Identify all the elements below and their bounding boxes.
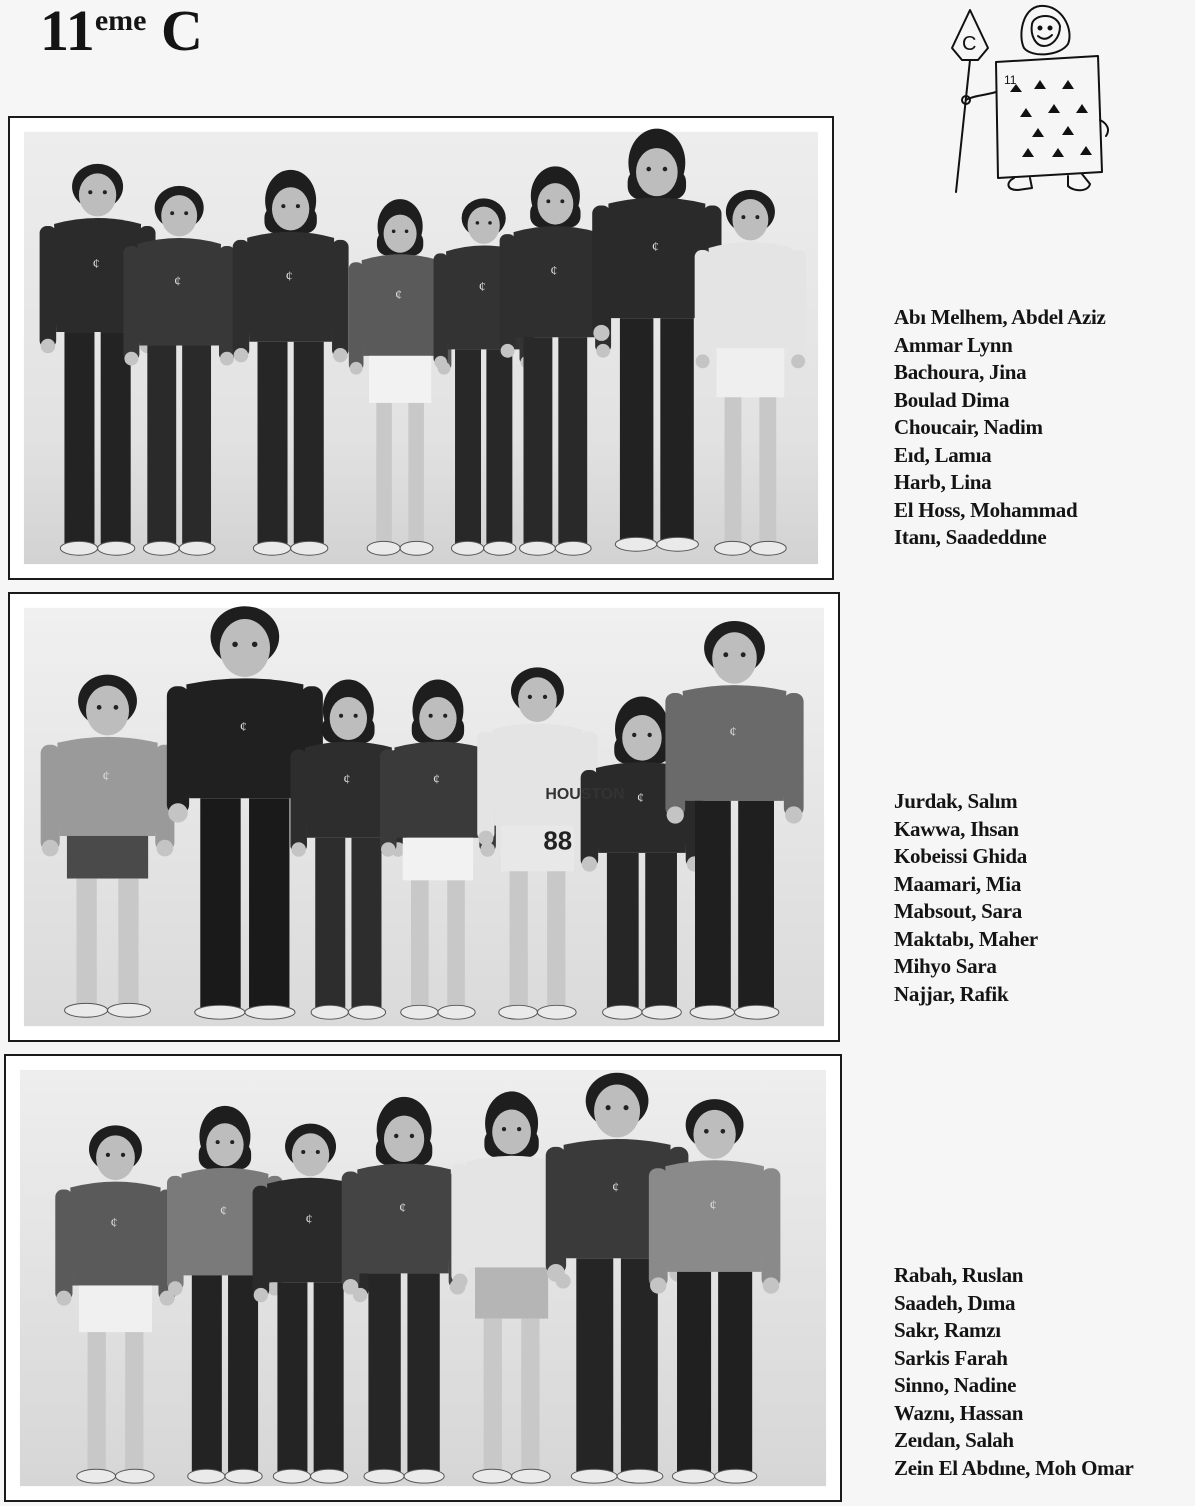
student-name: Zeıdan, Salah [894,1428,1014,1452]
class-photo-3 [4,1054,842,1502]
card-soldier-illustration [922,0,1122,200]
page-title: 11eme C [40,0,203,63]
svg-text:¢: ¢ [478,280,486,296]
svg-text:¢: ¢ [305,1212,313,1228]
student-name: Jurdak, Salım [894,789,1018,813]
student-name: Najjar, Rafik [894,981,1009,1006]
svg-text:¢: ¢ [550,264,558,280]
student-name: Sakr, Ramzı [894,1318,1001,1342]
shirt-text-houston: HOUSTON [545,786,625,804]
student-name: Rabah, Ruslan [894,1263,1024,1287]
student-name: Saadeh, Dıma [894,1290,1016,1315]
svg-text:¢: ¢ [239,720,247,736]
svg-text:¢: ¢ [395,287,403,303]
student-name: Maktabı, Maher [894,926,1038,951]
shirt-text-number: 88 [543,827,573,856]
student-name: Mihyo Sara [894,954,997,978]
class-photo-1 [8,116,834,580]
svg-text:¢: ¢ [219,1204,227,1220]
mascot-card-number: 11 [1004,73,1017,87]
svg-text:¢: ¢ [174,274,182,290]
student-name: El Hoss, Mohammad [894,497,1078,522]
student-name: Eıd, Lamıa [894,442,992,467]
class-photo-2 [8,592,840,1042]
svg-text:¢: ¢ [612,1180,620,1196]
student-name: Waznı, Hassan [894,1400,1024,1425]
svg-text:¢: ¢ [709,1198,717,1214]
name-list-1 [894,304,1106,552]
student-name: Mabsout, Sara [894,899,1022,923]
student-name: Kobeissi Ghida [894,844,1027,868]
svg-text:¢: ¢ [343,772,351,788]
student-name: Abı Melhem, Abdel Aziz [894,305,1106,329]
student-name: Maamari, Mia [894,871,1022,896]
svg-text:¢: ¢ [432,772,440,788]
svg-text:¢: ¢ [729,725,737,741]
student-name: Sarkis Farah [894,1345,1008,1370]
student-name: Choucair, Nadim [894,415,1043,439]
name-list-2 [894,788,1038,1008]
student-name: Boulad Dima [894,387,1010,412]
svg-text:¢: ¢ [92,257,100,273]
student-name: Itanı, Saadeddıne [894,525,1047,549]
svg-text:¢: ¢ [285,269,293,285]
student-name: Kawwa, Ihsan [894,816,1019,841]
svg-text:¢: ¢ [110,1216,118,1232]
svg-text:¢: ¢ [636,790,644,806]
svg-text:¢: ¢ [102,769,110,785]
student-name: Bachoura, Jina [894,360,1027,384]
student-name: Sinno, Nadine [894,1373,1017,1397]
name-list-3 [894,1262,1134,1482]
svg-text:¢: ¢ [651,239,659,255]
student-name: Harb, Lina [894,470,992,494]
student-name: Ammar Lynn [894,332,1013,357]
student-name: Zein El Abdıne, Moh Omar [894,1455,1134,1480]
svg-text:¢: ¢ [399,1200,407,1216]
mascot-letter: C [962,33,977,55]
